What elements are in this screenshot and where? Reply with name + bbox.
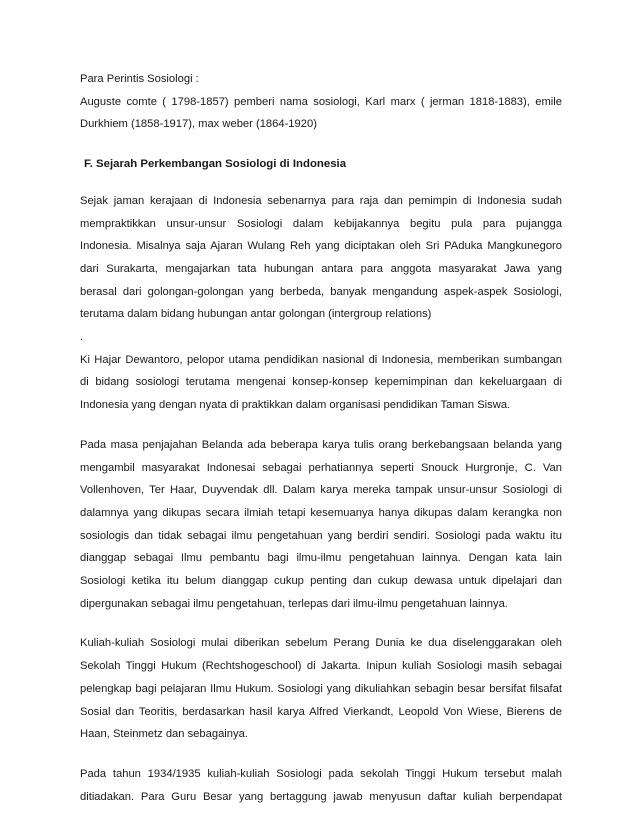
paragraph-2 bbox=[80, 349, 562, 417]
paragraph-line: terutama dalam bidang hubungan antar golongan (intergroup relations) bbox=[80, 308, 432, 321]
paragraph-line: Indonesia yang dengan nyata di praktikkan dalam organisasi pendidikan Taman Siswa. bbox=[80, 399, 511, 412]
intro-line: Para Perintis Sosiologi : bbox=[80, 73, 199, 85]
paragraph-line: berasal dari golongan-golongan yang berbeda, banyak mengandung aspek-aspek Sosiologi, bbox=[80, 285, 562, 298]
paragraph-line: . bbox=[80, 331, 84, 344]
intro-line: Auguste comte ( 1798-1857) pemberi nama sosiologi, Karl marx ( jerman 1818-1883), emile bbox=[80, 95, 562, 108]
paragraph-line: ditiadakan. Para Guru Besar yang bertaggung jawab menyusun daftar kuliah berpendapat bbox=[80, 790, 562, 803]
paragraph-line: Ki Hajar Dewantoro, pelopor utama pendidikan nasional di Indonesia, memberikan sumbangan bbox=[80, 353, 562, 366]
paragraph-line: Indonesia. Misalnya saja Ajaran Wulang Reh yang diciptakan oleh Sri PAduka Mangkunegoro bbox=[80, 240, 562, 253]
paragraph-line: Pada masa penjajahan Belanda ada beberapa karya tulis orang berkebangsaan belanda yang bbox=[80, 438, 562, 451]
paragraph-line: di bidang sosiologi terutama mengenai konsep-konsep kepemimpinan dan kekeluargaan di bbox=[80, 376, 562, 389]
document-page bbox=[80, 68, 562, 808]
paragraph-line: dari Surakarta, mengajarkan tata hubungan antara para anggota masyarakat Jawa yang bbox=[80, 262, 562, 275]
paragraph-4 bbox=[80, 632, 562, 746]
paragraph-line: Pada tahun 1934/1935 kuliah-kuliah Sosiologi pada sekolah Tinggi Hukum tersebut malah bbox=[80, 767, 562, 780]
paragraph-line: mengambil masyarakat Indonesai sebagai perhatiannya seperti Snouck Hurgronje, C. Van bbox=[80, 461, 562, 474]
paragraph-line: dianggap sebagai Ilmu pembantu bagi ilmu-ilmu pengetahuan lainnya. Dengan kata lain bbox=[80, 552, 562, 565]
intro-paragraph bbox=[80, 68, 562, 136]
paragraph-line: pelengkap bagi pelajaran Ilmu Hukum. Sosiologi yang dikuliahkan sebagin besar bersifat filsafat bbox=[80, 682, 562, 695]
paragraph-line: dipergunakan sebagai ilmu pengetahuan, terlepas dari ilmu-ilmu pengetahuan lainnya. bbox=[80, 597, 508, 610]
section-heading: F. Sejarah Perkembangan Sosiologi di Indonesia bbox=[84, 158, 347, 171]
paragraph-line: Kuliah-kuliah Sosiologi mulai diberikan sebelum Perang Dunia ke dua diselenggarakan oleh bbox=[80, 637, 562, 650]
paragraph-line: Sejak jaman kerajaan di Indonesia sebenarnya para raja dan pemimpin di Indonesia sudah bbox=[80, 194, 562, 207]
paragraph-line: Sekolah Tinggi Hukum (Rechtshogeschool) di Jakarta. Inipun kuliah Sosiologi masih sebagai bbox=[80, 660, 562, 673]
paragraph-1 bbox=[80, 190, 562, 349]
paragraph-line: dalamnya yang dikupas secara ilmiah tetapi kesemuanya hanya dikupas dalam kerangka non bbox=[80, 506, 562, 519]
paragraph-line: sosiologis dan tidak sebagai ilmu pengetahuan yang berdiri sendiri. Sosiologi pada waktu itu bbox=[80, 529, 562, 542]
paragraph-3 bbox=[80, 434, 562, 616]
paragraph-line: Sosial dan Teoritis, berdasarkan hasil karya Alfred Vierkandt, Leopold Von Wiese, Bierens de bbox=[80, 705, 562, 718]
paragraph-line: mempraktikkan unsur-unsur Sosiologi dalam kebijakannya begitu pula para pujangga bbox=[80, 217, 562, 230]
intro-line: Durkhiem (1858-1917), max weber (1864-1920) bbox=[80, 118, 317, 131]
paragraph-line: Vollenhoven, Ter Haar, Duyvendak dll. Dalam karya mereka tampak unsur-unsur Sosiologi di bbox=[80, 484, 562, 497]
paragraph-5 bbox=[80, 763, 562, 808]
paragraph-line: Haan, Steinmetz dan sebagainya. bbox=[80, 728, 248, 741]
paragraph-line: Sosiologi ketika itu belum dianggap cukup penting dan cukup dewasa untuk dipelajari dan bbox=[80, 575, 562, 588]
